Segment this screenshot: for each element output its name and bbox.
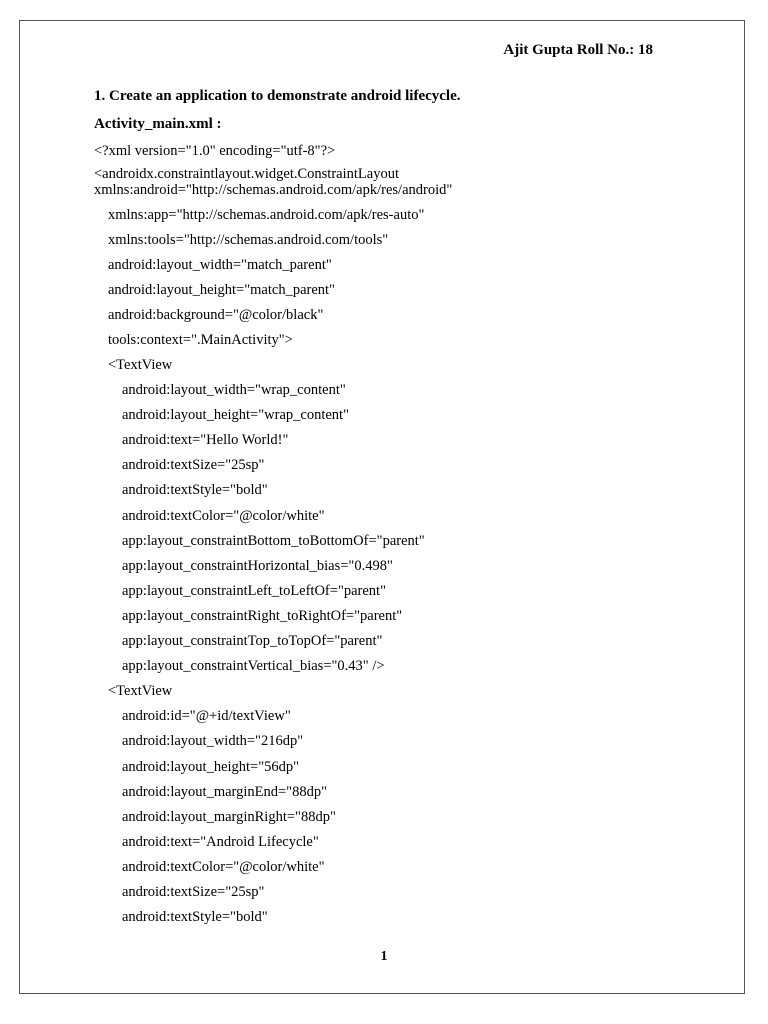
code-line: android:textSize="25sp" — [122, 457, 265, 473]
code-line: xmlns:android="http://schemas.android.com/apk/res/android" — [94, 182, 453, 198]
code-line: app:layout_constraintTop_toTopOf="parent" — [122, 633, 383, 649]
code-line: app:layout_constraintVertical_bias="0.43" /> — [122, 658, 385, 674]
code-line: xmlns:app="http://schemas.android.com/apk/res-auto" — [108, 207, 425, 223]
code-line: <TextView — [108, 683, 173, 699]
code-line: android:text="Android Lifecycle" — [122, 834, 319, 850]
code-line: android:textColor="@color/white" — [122, 859, 325, 875]
code-line: android:textStyle="bold" — [122, 482, 268, 498]
code-line: android:layout_width="match_parent" — [108, 257, 332, 273]
code-line: android:layout_marginRight="88dp" — [122, 809, 336, 825]
code-line: android:layout_width="216dp" — [122, 733, 304, 749]
code-line: android:background="@color/black" — [108, 307, 324, 323]
code-line: app:layout_constraintBottom_toBottomOf="parent" — [122, 533, 425, 549]
code-line: android:text="Hello World!" — [122, 432, 289, 448]
code-line: <?xml version="1.0" encoding="utf-8"?> — [94, 143, 336, 159]
code-line: android:layout_width="wrap_content" — [122, 382, 346, 398]
code-line: android:textSize="25sp" — [122, 884, 265, 900]
code-line: tools:context=".MainActivity"> — [108, 332, 293, 348]
code-line: android:layout_marginEnd="88dp" — [122, 784, 327, 800]
code-line: app:layout_constraintHorizontal_bias="0.498" — [122, 558, 393, 574]
author-roll-header: Ajit Gupta Roll No.: 18 — [503, 42, 653, 58]
code-line: app:layout_constraintLeft_toLeftOf="parent" — [122, 583, 387, 599]
code-line: android:id="@+id/textView" — [122, 708, 291, 724]
code-line: android:layout_height="match_parent" — [108, 282, 335, 298]
code-line: xmlns:tools="http://schemas.android.com/tools" — [108, 232, 389, 248]
page-number: 1 — [380, 949, 388, 964]
question-title: 1. Create an application to demonstrate android lifecycle. — [94, 88, 461, 104]
file-name-heading: Activity_main.xml : — [94, 116, 222, 132]
code-line: android:layout_height="56dp" — [122, 759, 300, 775]
code-line: android:textColor="@color/white" — [122, 508, 325, 524]
code-line: android:layout_height="wrap_content" — [122, 407, 349, 423]
code-line: android:textStyle="bold" — [122, 909, 268, 925]
code-line: <TextView — [108, 357, 173, 373]
code-line: <androidx.constraintlayout.widget.ConstraintLayout — [94, 166, 399, 182]
code-line: app:layout_constraintRight_toRightOf="parent" — [122, 608, 403, 624]
